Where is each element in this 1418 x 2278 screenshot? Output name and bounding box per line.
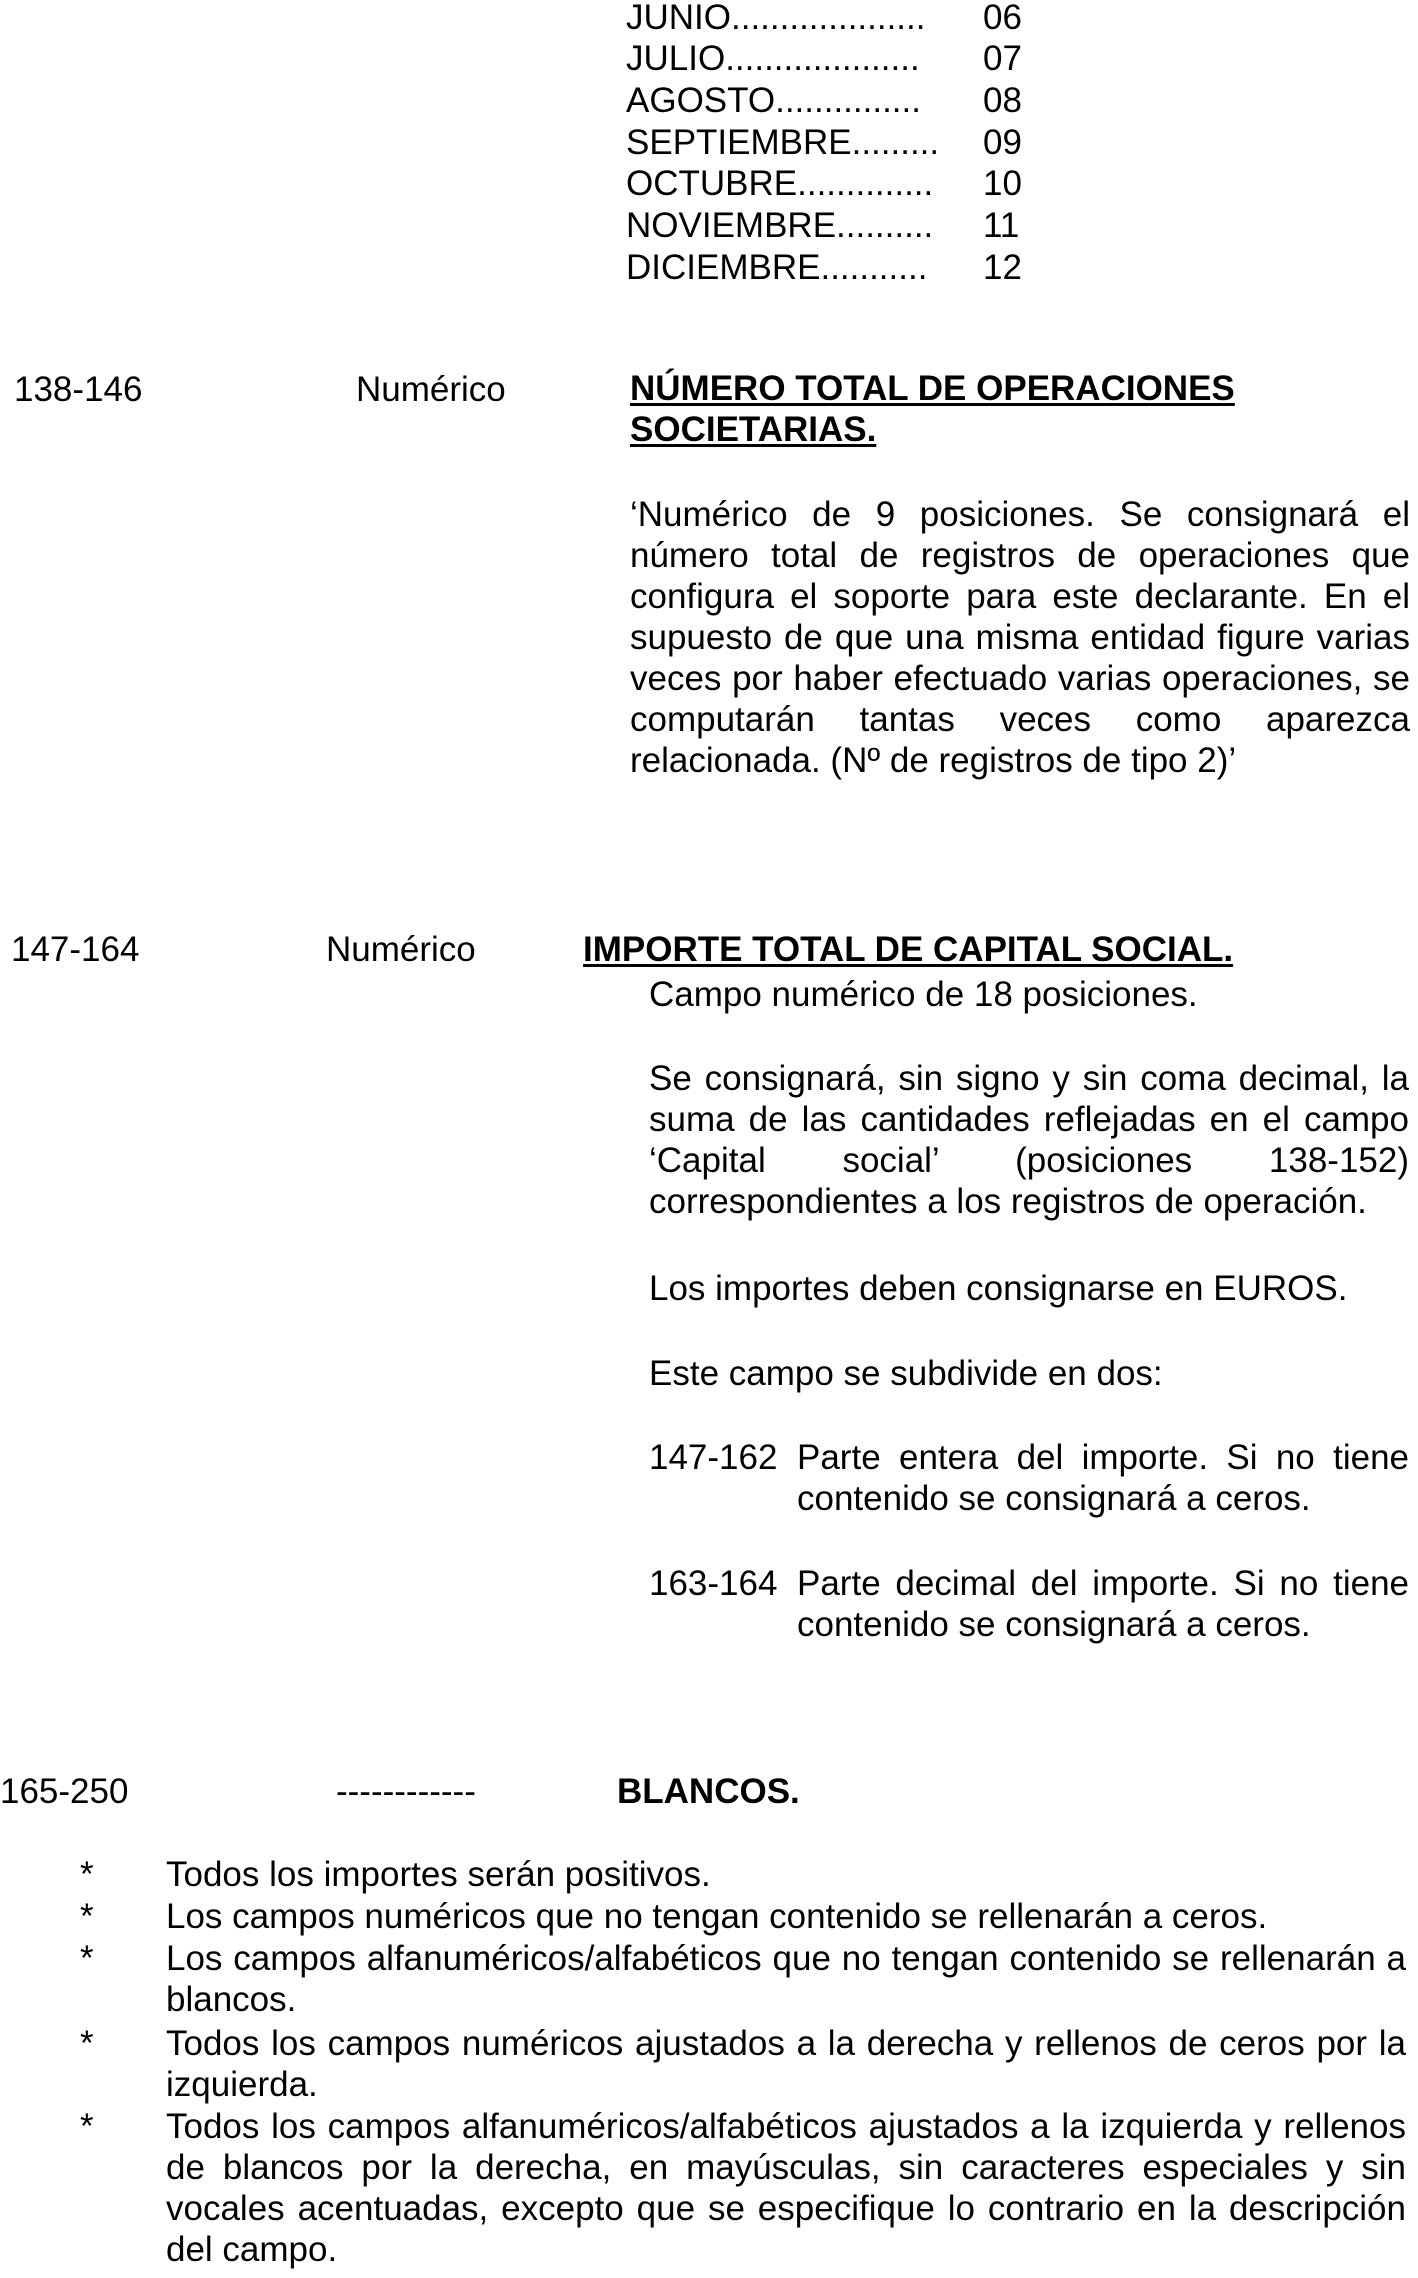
bullet-star: * <box>80 1897 94 1936</box>
field-paragraph: Los importes deben consignarse en EUROS. <box>649 1269 1348 1308</box>
month-row <box>626 247 1026 289</box>
subfield-text: Parte entera del importe. Si no tiene contenido se consignará a ceros. <box>797 1438 1409 1518</box>
note-text: Todos los campos numéricos ajustados a la derecha y rellenos de ceros por la izquierda. <box>166 2024 1406 2104</box>
month-name: SEPTIEMBRE......... <box>626 123 940 162</box>
month-code: 08 <box>983 81 1022 120</box>
bullet-star: * <box>80 1939 94 1978</box>
field-description: ‘Numérico de 9 posiciones. Se consignará el número total de registros de operaciones que configura el soporte para este declarante. En el supuesto de que una misma entidad figure varias veces por haber efectuado varias operaciones, se computarán tantas veces como aparezca relacionada. (Nº de registros de tipo 2)’ <box>630 495 1410 780</box>
subfield-range: 147-162 <box>649 1438 778 1477</box>
month-name: OCTUBRE.............. <box>626 164 934 203</box>
month-row <box>626 38 1026 80</box>
note-text: Los campos alfanuméricos/alfabéticos que no tengan contenido se rellenarán a blancos. <box>166 1939 1406 2019</box>
field-type: Numérico <box>356 370 506 409</box>
field-positions: 138-146 <box>14 370 143 409</box>
field-type: Numérico <box>326 930 476 969</box>
field-title-line-1: NÚMERO TOTAL DE OPERACIONES <box>630 369 1235 408</box>
field-paragraph: Se consignará, sin signo y sin coma decimal, la suma de las cantidades reflejadas en el campo ‘Capital social’ (posiciones 138-152) correspondientes a los registros de operación. <box>649 1059 1409 1221</box>
bullet-star: * <box>80 2024 94 2063</box>
subfield-range: 163-164 <box>649 1564 778 1603</box>
month-name: AGOSTO............... <box>626 81 921 120</box>
month-name: DICIEMBRE........... <box>626 248 928 287</box>
month-name: JULIO.................... <box>626 39 920 78</box>
month-row <box>626 163 1026 205</box>
month-code: 11 <box>983 206 1020 245</box>
field-type: ------------ <box>336 1772 476 1811</box>
month-code: 07 <box>983 39 1022 78</box>
field-positions: 165-250 <box>0 1772 129 1811</box>
field-title: IMPORTE TOTAL DE CAPITAL SOCIAL. <box>583 930 1234 969</box>
field-positions: 147-164 <box>11 930 140 969</box>
month-name: JUNIO.................... <box>626 0 926 37</box>
month-code: 09 <box>983 123 1022 162</box>
bullet-star: * <box>80 2107 94 2146</box>
month-row <box>626 80 1026 122</box>
note-text: Todos los campos alfanuméricos/alfabéticos ajustados a la izquierda y rellenos de blancos por la derecha, en mayúsculas, sin caracteres especiales y sin vocales acentuadas, excepto que se especifique lo contrario en la descripción del campo. <box>166 2107 1406 2269</box>
month-name: NOVIEMBRE.......... <box>626 206 934 245</box>
month-code: 06 <box>983 0 1022 37</box>
note-text: Los campos numéricos que no tengan contenido se rellenarán a ceros. <box>166 1897 1268 1936</box>
month-row <box>626 122 1026 164</box>
subfield-text: Parte decimal del importe. Si no tiene contenido se consignará a ceros. <box>797 1564 1409 1644</box>
note-text: Todos los importes serán positivos. <box>166 1855 711 1894</box>
month-row <box>626 0 1026 39</box>
field-title-line-2: SOCIETARIAS. <box>630 410 877 449</box>
month-code: 10 <box>983 164 1022 203</box>
field-subtitle: Campo numérico de 18 posiciones. <box>649 975 1198 1014</box>
month-row <box>626 205 1026 247</box>
field-paragraph: Este campo se subdivide en dos: <box>649 1354 1163 1393</box>
bullet-star: * <box>80 1855 94 1894</box>
field-title <box>630 368 1235 450</box>
month-code: 12 <box>983 248 1022 287</box>
field-title: BLANCOS. <box>617 1772 800 1811</box>
